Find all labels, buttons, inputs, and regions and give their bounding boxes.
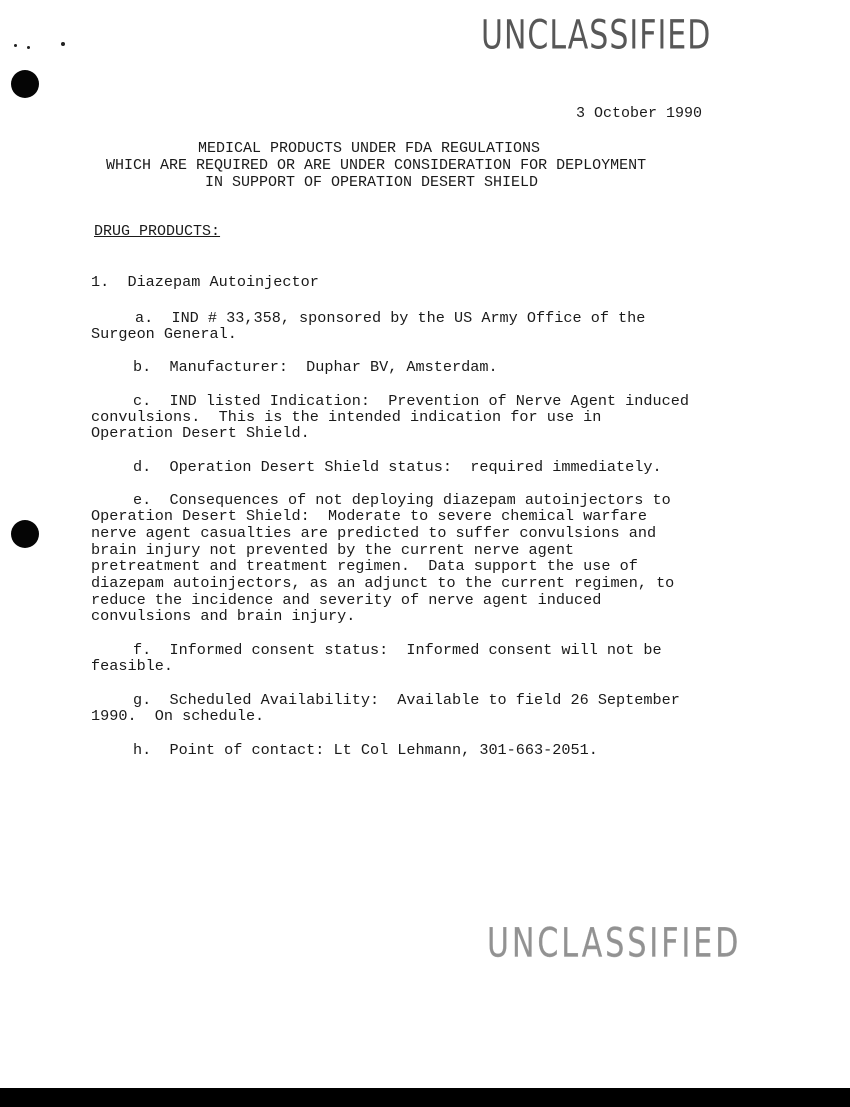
classification-stamp-top: UNCLASSIFIED	[481, 12, 712, 60]
item-b-line-1: b. Manufacturer: Duphar BV, Amsterdam.	[133, 358, 498, 376]
scan-speck	[27, 46, 30, 49]
title-line-3: IN SUPPORT OF OPERATION DESERT SHIELD	[205, 174, 539, 191]
item-a-line-2: Surgeon General.	[91, 325, 237, 343]
item-f-line-2: feasible.	[91, 657, 174, 675]
item-e-line-4: brain injury not prevented by the current nerve agent	[91, 541, 575, 559]
item-e-line-5: pretreatment and treatment regimen. Data support the use of	[91, 557, 638, 575]
item-e-line-8: convulsions and brain injury.	[91, 607, 356, 625]
scan-speck	[14, 44, 17, 47]
item-c-line-2: convulsions. This is the intended indication for use in	[91, 408, 602, 426]
document-date: 3 October 1990	[576, 105, 703, 122]
item-h-line-1: h. Point of contact: Lt Col Lehmann, 301-663-2051.	[133, 741, 598, 759]
item-d-line-1: d. Operation Desert Shield status: required immediately.	[133, 458, 662, 476]
item-e-line-6: diazepam autoinjectors, as an adjunct to the current regimen, to	[91, 574, 675, 592]
section-heading	[94, 223, 220, 240]
item-e-line-1: e. Consequences of not deploying diazepam autoinjectors to	[133, 491, 671, 509]
item-c-line-3: Operation Desert Shield.	[91, 424, 310, 442]
item-e-line-7: reduce the incidence and severity of nerve agent induced	[91, 591, 602, 609]
item-g-line-1: g. Scheduled Availability: Available to field 26 September	[133, 691, 680, 709]
title-line-1: MEDICAL PRODUCTS UNDER FDA REGULATIONS	[198, 140, 541, 157]
title-line-2: WHICH ARE REQUIRED OR ARE UNDER CONSIDERATION FOR DEPLOYMENT	[106, 157, 647, 174]
item-e-line-3: nerve agent casualties are predicted to suffer convulsions and	[91, 524, 657, 542]
punch-hole-top	[11, 70, 39, 98]
section-heading-text: DRUG PRODUCTS	[94, 223, 212, 240]
item-a-line-1: a. IND # 33,358, sponsored by the US Army Office of the	[135, 309, 646, 327]
item-f-line-1: f. Informed consent status: Informed consent will not be	[133, 641, 662, 659]
item-heading: 1. Diazepam Autoinjector	[91, 273, 319, 291]
item-c-line-1: c. IND listed Indication: Prevention of Nerve Agent induced	[133, 392, 689, 410]
classification-stamp-bottom: UNCLASSIFIED	[487, 920, 742, 968]
item-e-line-2: Operation Desert Shield: Moderate to severe chemical warfare	[91, 507, 647, 525]
section-heading-colon: :	[211, 223, 221, 240]
scan-bottom-border	[0, 1088, 850, 1107]
scan-speck	[61, 42, 65, 46]
item-g-line-2: 1990. On schedule.	[91, 707, 265, 725]
punch-hole-middle	[11, 520, 39, 548]
